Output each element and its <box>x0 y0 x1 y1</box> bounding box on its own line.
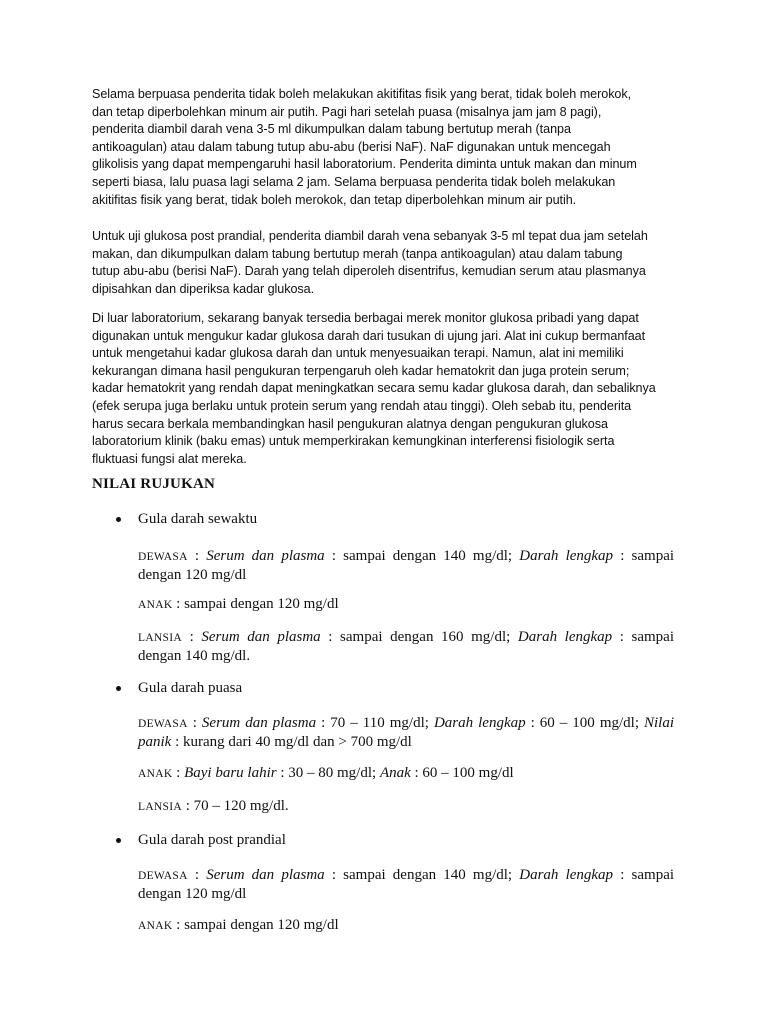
specimen-label: Serum dan plasma <box>201 715 317 731</box>
reference-line <box>138 595 674 614</box>
paragraph-line: fluktuasi fungsi alat mereka. <box>92 451 247 466</box>
reference-value: : sampai <box>613 867 675 883</box>
reference-entry <box>138 764 674 783</box>
reference-line <box>138 866 674 885</box>
specimen-label: Anak <box>379 765 411 781</box>
bullet-item-fasting-glucose <box>116 679 416 699</box>
specimen-label: Serum dan plasma <box>201 629 321 645</box>
paragraph-glucose-monitor <box>92 310 684 468</box>
reference-entry <box>138 916 674 935</box>
bullet-icon <box>116 686 121 691</box>
reference-entry <box>138 628 674 665</box>
reference-line <box>138 547 674 566</box>
reference-entry <box>138 595 674 614</box>
specimen-label: Darah lengkap <box>517 629 613 645</box>
reference-value: : sampai dengan 140 mg/dl; <box>324 867 520 883</box>
reference-line <box>138 566 674 584</box>
age-group-label: DEWASA <box>138 718 188 730</box>
specimen-label: Darah lengkap <box>433 715 526 731</box>
paragraph-post-prandial <box>92 228 684 298</box>
paragraph-line: harus secara berkala membandingkan hasil pengukuran alatnya dengan pengukuran glukosa <box>92 416 608 431</box>
age-group-label: LANSIA <box>138 632 182 644</box>
age-group-label: LANSIA <box>138 801 182 813</box>
paragraph-line: kekurangan dimana hasil pengukuran terpengaruh oleh kadar hematokrit dan juga protein serum; <box>92 363 630 378</box>
reference-value: : kurang dari 40 mg/dl dan > 700 mg/dl <box>171 734 412 750</box>
bullet-icon <box>116 838 121 843</box>
bullet-item-post-prandial-glucose <box>116 831 416 851</box>
specimen-label: Darah lengkap <box>519 867 614 883</box>
reference-value: dengan 120 mg/dl <box>138 886 247 902</box>
paragraph-line: (efek serupa juga berlaku untuk protein serum yang rendah atau tinggi). Oleh sebab itu, penderita <box>92 398 632 413</box>
paragraph-line: untuk mengetahui kadar glukosa darah dan untuk menyesuaikan terapi. Namun, alat ini memiliki <box>92 346 624 361</box>
reference-value: dengan 120 mg/dl <box>138 567 247 583</box>
reference-line <box>138 714 674 733</box>
reference-value: : 60 – 100 mg/dl <box>410 765 514 781</box>
reference-line <box>138 916 674 935</box>
reference-value: : sampai <box>612 629 675 645</box>
age-group-label: DEWASA <box>138 870 188 882</box>
reference-value: dengan 140 mg/dl. <box>138 648 251 664</box>
paragraph-line: dipisahkan dan diperiksa kadar glukosa. <box>92 281 315 296</box>
paragraph-line: akitifitas fisik yang berat, tidak boleh merokok, dan tetap diperbolehkan minum air putih. <box>92 192 577 207</box>
paragraph-line: digunakan untuk mengukur kadar glukosa darah dari tusukan di ujung jari. Alat ini cukup bermanfaat <box>92 328 646 343</box>
reference-value: : 60 – 100 mg/dl; <box>525 715 644 731</box>
age-group-label: ANAK <box>138 768 173 780</box>
paragraph-line: dan tetap diperbolehkan minum air putih. Pagi hari setelah puasa (misalnya jam jam 8 pagi), <box>92 104 602 119</box>
reference-value: : 30 – 80 mg/dl; <box>276 765 380 781</box>
section-heading: NILAI RUJUKAN <box>92 476 216 492</box>
reference-line <box>138 628 674 647</box>
paragraph-line: tutup abu-abu (berisi NaF). Darah yang telah diperoleh disentrifus, kemudian serum atau plasmanya <box>92 264 646 279</box>
specimen-label: Serum dan plasma <box>206 867 325 883</box>
paragraph-line: glikolisis yang dapat mempengaruhi hasil laboratorium. Penderita diminta untuk makan dan minum <box>92 157 637 172</box>
paragraph-line: seperti biasa, lalu puasa lagi selama 2 jam. Selama berpuasa penderita tidak boleh melakukan <box>92 174 616 189</box>
reference-entry <box>138 714 674 751</box>
reference-value: : <box>187 715 202 731</box>
bullet-label: Gula darah puasa <box>138 680 243 696</box>
bullet-label: Gula darah sewaktu <box>138 511 258 527</box>
specimen-label: Darah lengkap <box>519 548 614 564</box>
paragraph-line: antikoagulan) atau dalam tabung tutup abu-abu (berisi NaF). NaF digunakan untuk mencegah <box>92 139 611 154</box>
paragraph-fasting-procedure <box>92 86 684 209</box>
bullet-item-random-glucose <box>116 510 416 530</box>
paragraph-line: penderita diambil darah vena 3-5 ml dikumpulkan dalam tabung bertutup merah (tanpa <box>92 122 571 137</box>
specimen-label: panik <box>138 734 172 750</box>
bullet-icon <box>116 517 121 522</box>
reference-value: : sampai dengan 120 mg/dl <box>172 596 339 612</box>
paragraph-line: Selama berpuasa penderita tidak boleh melakukan akitifitas fisik yang berat, tidak boleh merokok, <box>92 87 632 101</box>
reference-line <box>138 885 674 903</box>
reference-entry <box>138 797 674 816</box>
bullet-label: Gula darah post prandial <box>138 832 286 848</box>
age-group-label: ANAK <box>138 920 173 932</box>
reference-value: : 70 – 120 mg/dl. <box>181 798 289 814</box>
reference-line <box>138 647 674 665</box>
reference-value: : sampai dengan 160 mg/dl; <box>320 629 518 645</box>
paragraph-line: laboratorium klinik (baku emas) untuk memperkirakan kemungkinan interferensi fisiologik serta <box>92 434 615 449</box>
paragraph-line: Di luar laboratorium, sekarang banyak tersedia berbagai merek monitor glukosa pribadi yang dapat <box>92 311 639 325</box>
reference-value: : <box>187 867 207 883</box>
specimen-label: Nilai <box>644 715 675 731</box>
specimen-label: Serum dan plasma <box>206 548 325 564</box>
age-group-label: ANAK <box>138 599 173 611</box>
reference-value: : 70 – 110 mg/dl; <box>316 715 434 731</box>
reference-value: : sampai dengan 120 mg/dl <box>172 917 339 933</box>
reference-value: : <box>172 765 185 781</box>
reference-entry <box>138 866 674 903</box>
reference-value: : <box>181 629 202 645</box>
reference-line <box>138 764 674 783</box>
reference-line <box>138 797 674 816</box>
specimen-label: Bayi baru lahir <box>184 765 277 781</box>
paragraph-line: makan, dan dikumpulkan dalam tabung bertutup merah (tanpa antikoagulan) atau dalam tabung <box>92 246 623 261</box>
age-group-label: DEWASA <box>138 551 188 563</box>
paragraph-line: Untuk uji glukosa post prandial, penderita diambil darah vena sebanyak 3-5 ml tepat dua jam setelah <box>92 229 648 243</box>
paragraph-line: kadar hematokrit yang rendah dapat meningkatkan secara semu kadar glukosa darah, dan sebaliknya <box>92 381 656 396</box>
reference-value: : <box>187 548 207 564</box>
reference-value: : sampai dengan 140 mg/dl; <box>324 548 520 564</box>
reference-value: : sampai <box>613 548 675 564</box>
reference-line <box>138 733 674 751</box>
reference-entry <box>138 547 674 584</box>
